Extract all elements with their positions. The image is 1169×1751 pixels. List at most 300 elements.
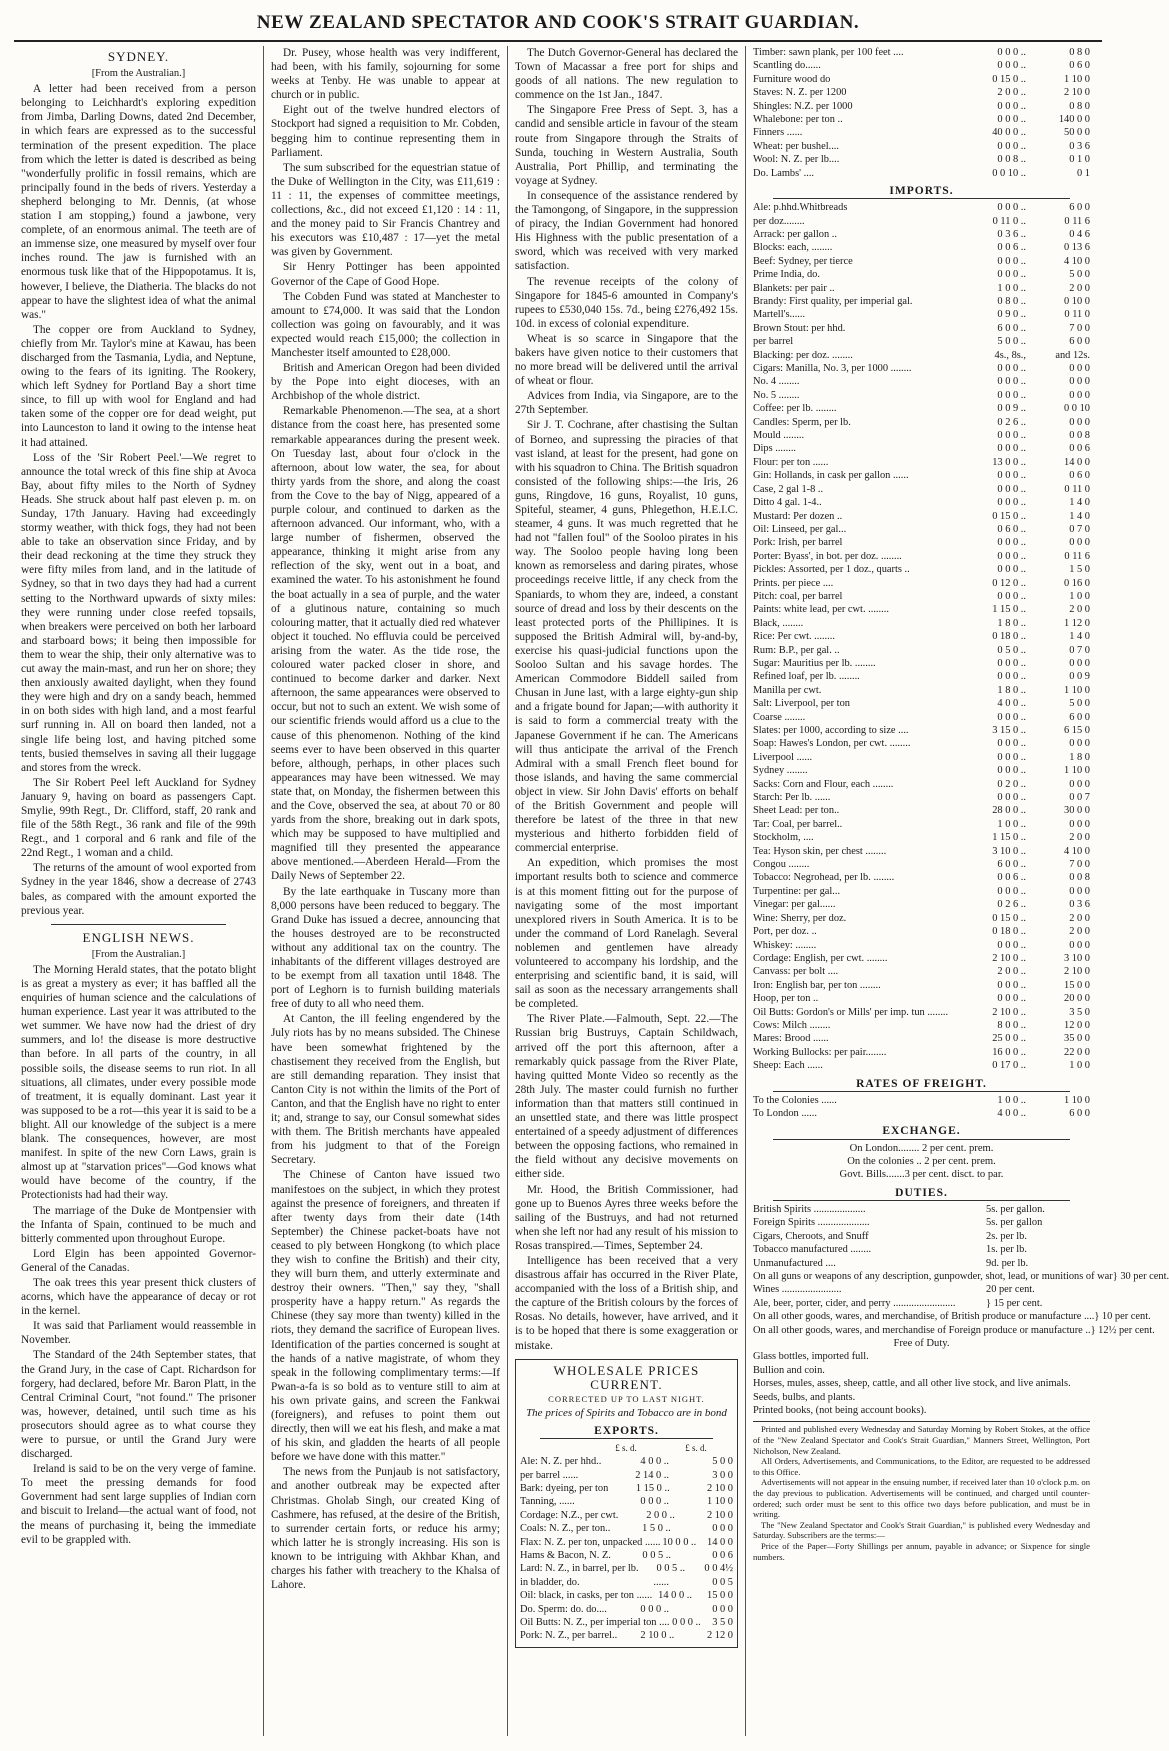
price-high: 0 1 [1077,167,1090,179]
price-low: 0 8 0 .. [997,296,1026,307]
price-item-label: Port, per doz. .. [753,926,817,938]
price-row [753,59,1090,72]
price-row [753,711,1090,724]
price-item-label: Lard: N. Z., in barrel, per lb. [520,1563,639,1575]
price-item-label: Ale: p.hhd.Whitbreads [753,202,848,214]
price-low: 10 0 0 .. [662,1536,697,1548]
price-low: 0 0 0 .. [997,751,1026,763]
column-4 [746,46,1169,1736]
price-high: 5 0 0 [712,1456,733,1468]
price-high: 1 10 0 [1064,1094,1090,1106]
price-item-label: Cordage: English, per cwt. ........ [753,952,888,964]
price-item-label: in bladder, do. [520,1576,580,1588]
column-2 [264,46,508,1736]
price-item-label: per doz........ [753,215,805,227]
paragraph: Eight out of the twelve hundred electors of Stockport had signed a requisition to Mr. Cobden, begging him to continue representing them in Parliament. [271,104,500,159]
price-item-label: Flour: per ton ...... [753,456,829,468]
price-low: 0 9 0 .. [997,309,1026,321]
price-low: 0 15 0 .. [992,73,1026,85]
price-row [753,228,1090,241]
paragraph: Advices from India, via Singapore, are to the 27th September. [515,390,738,417]
price-item-label: Paints: white lead, per cwt. ........ [753,604,889,616]
duty-rate: 9d. per lb. [986,1257,1029,1269]
price-item-label: Blacking: per doz. ........ [753,349,853,361]
price-high: 6 15 0 [1064,725,1090,736]
price-high: 0 0 0 [1069,778,1090,790]
price-item-label: Brandy: First quality, per imperial gal. [753,296,913,307]
price-low: 0 0 0 .. [997,47,1026,58]
price-low: 0 0 0 .. [997,430,1026,442]
price-item-label: Tobacco: Negrohead, per lb. ........ [753,872,895,884]
price-high: 0 6 0 [1069,470,1090,482]
price-low: 1 15 0 .. [992,604,1026,616]
price-column-headers [520,1441,733,1455]
price-item-label: Wheat: per bushel.... [753,140,839,152]
price-row [520,1616,733,1629]
price-row [753,1006,1090,1019]
price-low: 0 0 0 .. [997,939,1026,951]
price-high: 12 0 0 [1064,1019,1090,1031]
price-high: 0 0 8 [1069,430,1090,442]
exports-heading: EXPORTS. [540,1424,713,1439]
price-low: 8 0 0 .. [997,1019,1026,1031]
price-high: 6 0 0 [1069,336,1090,348]
price-row [753,831,1090,844]
paragraph: The news from the Punjaub is not satisfactory, and another outbreak may be expected after Christmas. Gholab Singh, our created King of Cashmere, has refused, at the desire of the British, to surrender certain forts, or reduce his army; which latter he is strongly increasing. His son is known to be intriguing with Akhbar Khan, and charges his father with treachery to the Khalsa of Lahore. [271,1466,500,1592]
price-row [753,577,1090,590]
price-item-label: Tea: Hyson skin, per chest ........ [753,845,887,857]
paragraph: Sir J. T. Cochrane, after chastising the Sultan of Borneo, and supressing the piracies of that vast island, at least for the present, had gone on with his squadron to China. The British squadron consisted of the following ships:—the Iris, 26 guns, Ringdove, 16 guns, Royalist, 10 guns, Spiteful, steamer, 4 guns, Phlegethon, H.E.I.C. steamer, 4 guns. It was much regretted that he had not "fallen foul" of the Sooloo pirates in his way. The Sooloo people having long been known as remorseless and daring pirates, whose proceedings receive little, if any check from the Spaniards, to whom they are, indeed, a constant source of dread and loss by their descents on the least protected ports of the Phillipines. It is supposed the British Admiral will, by-and-by, exercise his quasi-judicial functions upon the Sooloo Sultan and his savage hordes. The American Commodore Biddell sailed from Chusan in June last, with a large eighty-gun ship and a frigate bound for Japan;—with authority it is said to form a commercial treaty with the Japanese Government if he can. The Americans will thus anticipate the arrival of the French Admiral with a small French fleet bound for those islands, and having the same commercial object in view. Sir John Davis' efforts on behalf of the British Government and people will therefore be latest of the three in that new mysterious and hitherto forbidden field of commercial enterprise. [515,419,738,855]
price-row [520,1469,733,1482]
price-high: 140 0 0 [1058,114,1090,126]
paragraph: Intelligence has been received that a very disastrous affair has occurred in the River Plate, accompanied with the loss of a British ship, and the capture of the British colours by the forces of Rosas. No details, however, have arrived, and it is to be hoped that there is some exaggeration or mistake. [515,1254,738,1352]
price-item-label: Sheep: Each ...... [753,1060,823,1072]
price-low: 3 15 0 .. [992,725,1026,736]
duty-rate: } 15 per cent. [986,1297,1043,1309]
exchange-line: On the colonies .. 2 per cent. prem. [847,1155,996,1167]
imports-heading: IMPORTS. [773,184,1070,199]
price-item-label: Cows: Milch ........ [753,1019,831,1031]
price-header-high: £ s. d. [685,1443,707,1454]
duty-item: Cigars, Cheroots, and Snuff [753,1230,869,1242]
price-item-label: No. 4 ........ [753,376,800,388]
price-high: 0 1 0 [1069,154,1090,166]
price-high: 2 0 0 [1069,604,1090,616]
price-item-label: Do. Lambs' .... [753,167,815,179]
price-high: 1 4 0 [1069,631,1090,643]
price-low: 2 0 0 .. [997,87,1026,99]
duty-rate: 20 per cent. [986,1284,1035,1296]
price-item-label: Coffee: per lb. ........ [753,403,837,415]
price-item-label: Brown Stout: per hhd. [753,322,846,334]
paragraph: The copper ore from Auckland to Sydney, chiefly from Mr. Taylor's mine at Kawau, has been discharged from the Tasmania, Lydia, and Neptune, owing to the fears of its igniting. The Rookery, which left Sydney for Portland Bay a short time since, to fill up with wool for England and had taken some of the copper ore for dead weight, put into Launceston to land it owing to the intense heat it had attained. [21,323,256,449]
duty-rate: 2s. per lb. [986,1230,1027,1242]
price-item-label: Mustard: Per dozen .. [753,510,843,522]
columns [14,46,1169,1736]
price-row [753,965,1090,978]
price-row [753,46,1090,59]
price-item-label: Ditto 4 gal. 1-4.. [753,497,822,509]
price-item-label: Soap: Hawes's London, per cwt. ........ [753,738,911,750]
price-low: 2 10 0 .. [640,1630,675,1642]
price-row [753,510,1090,523]
price-item-label: Staves: N. Z. per 1200 [753,87,847,99]
price-item-label: Bark: dyeing, per ton [520,1483,609,1494]
imports-table [753,201,1090,1072]
price-row [753,979,1090,992]
price-item-label: Mould ........ [753,430,805,442]
price-low: 0 2 6 .. [997,899,1026,911]
price-high: 30 0 0 [1064,805,1090,817]
duty-item: On all other goods, wares, and merchandise, of British produce or manufacture .... [753,1311,1095,1323]
price-row [753,939,1090,952]
price-high: 7 0 0 [1069,322,1090,334]
price-low: 0 0 0 .. [640,1603,669,1615]
price-high: 0 0 0 [712,1523,733,1535]
masthead: NEW ZEALAND SPECTATOR AND COOK'S STRAIT GUARDIAN. [14,8,1102,42]
price-row [520,1603,733,1616]
price-row [753,751,1090,764]
price-low: 28 0 0 .. [992,805,1026,817]
price-item-label: Pork: N. Z., per barrel.. [520,1630,618,1642]
exports-table [520,1455,733,1643]
section-title-english-news: ENGLISH NEWS. [82,929,195,945]
paragraph: A letter had been received from a person belonging to Leichhardt's exploring expedition from Jimba, Darling Downs, dated 2nd December, in which fears are expressed as to the successful termination of the present expedition. The place from which the letter is dated is described as being "wonderfully prolific in fossil remains, which are principally found in the beds of rivers. Yesterday a shepherd belonging to Mr. Dennis, (at whose station I am stopping,) found a jawbone, very complete, of an enormous animal. The teeth are of an immense size, one measured by myself over four inches round. The jaw is furnished with an enormous tusk like that of the Hippopotamus. It is, however, I believe, the Diatheria. The blacks do not appear to have the slightest idea of what the animal was." [21,83,256,321]
price-item-label: Whiskey: ........ [753,939,817,951]
price-high: 0 13 6 [1064,242,1090,254]
imprint-paragraph: Advertisements will not appear in the ensuing number, if received later than 10 o'clock p.m. on the day previous to publication. Advertisements will be continued, and charged until counter-ordered; such order must be sent to this office two days before publication, and must be in writing. [753,1477,1090,1520]
price-item-label: Tar: Coal, per barrel.. [753,818,843,830]
paragraph: Ireland is said to be on the very verge of famine. To meet the pressing demands for food Government had sent large supplies of Indian corn and biscuit to Ireland—the actual want of food, not the means of purchasing it, being the immediate evil to be grappled with. [21,1463,256,1546]
price-low: 0 0 0 .. [997,269,1026,281]
price-item-label: per barrel [753,336,794,348]
price-low: 0 0 0 .. [997,363,1026,375]
price-low: 0 0 0 .. [997,564,1026,576]
price-row [753,416,1090,429]
price-low: 0 0 0 .. [997,550,1026,562]
price-row [753,456,1090,469]
price-high: 2 0 0 [1069,926,1090,938]
price-row [753,153,1090,166]
free-item: Bullion and coin. [753,1364,825,1376]
imprint-paragraph: The "New Zealand Spectator and Cook's Strait Guardian," is published every Wednesday and Saturday. Subscribers are the terms:— [753,1519,1090,1541]
duty-rate: 5s. per gallon. [986,1203,1045,1215]
price-item-label: Salt: Liverpool, per ton [753,698,850,710]
duty-item: Ale, beer, porter, cider, and perry ........................ [753,1297,956,1309]
price-item-label: Case, 2 gal 1-8 .. [753,483,824,495]
paragraph: Mr. Hood, the British Commissioner, had gone up to Buenos Ayres three weeks before the sailing of the Bustruys, and had not returned when she left nor had any result of his mission to Rosas transpired.—Times, September 24. [515,1183,738,1252]
price-high: 50 0 0 [1064,127,1090,139]
price-low: 0 12 0 .. [992,577,1026,589]
price-low: 0 0 10 .. [992,167,1026,179]
price-low: 1 15 0 .. [635,1483,670,1494]
price-item-label: Sugar: Mauritius per lb. ........ [753,657,876,669]
duty-rate: 5s. per gallon [986,1217,1043,1229]
price-low: 2 0 0 .. [997,966,1026,978]
price-item-label: Congou ........ [753,859,810,871]
price-row [753,1107,1090,1120]
price-row [753,778,1090,791]
price-item-label: Rum: B.P., per gal. .. [753,644,840,656]
price-row [753,804,1090,817]
price-low: 0 0 0 .. [997,993,1026,1005]
imprint-paragraph: Price of the Paper—Forty Shillings per annum, payable in advance; or Sixpence for single numbers. [753,1540,1090,1562]
free-item: Glass bottles, imported full. [753,1351,869,1363]
price-high: 5 0 0 [1069,269,1090,281]
duties-heading: DUTIES. [773,1186,1070,1201]
price-high: 0 0 6 [1069,443,1090,455]
price-row [520,1562,733,1575]
price-low: 0 0 5 .. [656,1563,686,1575]
price-item-label: Blocks: each, ........ [753,242,833,254]
price-low: 0 6 0 .. [997,523,1026,535]
price-item-label: Whalebone: per ton .. [753,114,843,126]
price-item-label: Rice: Per cwt. ........ [753,631,835,643]
price-low: 0 18 0 .. [992,631,1026,643]
price-high: 2 0 0 [1069,912,1090,924]
price-low: 0 0 0 .. [997,765,1026,777]
free-item: Horses, mules, asses, sheep, cattle, and all other live stock, and live animals. [753,1378,1071,1390]
price-row [753,140,1090,153]
price-item-label: Tanning, ...... [520,1496,575,1508]
source-line: [From the Australian.] [91,68,186,80]
paragraph: British and American Oregon had been divided by the Pope into eight dioceses, with an Archbishop of the whole district. [271,362,500,403]
wholesale-prices-note: The prices of Spirits and Tobacco are in bond [526,1406,727,1419]
column-1 [14,46,264,1736]
price-row [753,1094,1090,1107]
price-item-label: Beef: Sydney, per tierce [753,255,853,267]
price-low: 0 18 0 .. [992,926,1026,938]
price-item-label: Scantling do...... [753,60,821,72]
duty-item: On all guns or weapons of any description, gunpowder, shot, lead, or munitions of war [753,1270,1113,1282]
price-row [753,536,1090,549]
price-low: 0 0 0 .. [997,100,1026,112]
price-row [753,871,1090,884]
price-item-label: Hoop, per ton .. [753,993,819,1005]
price-item-label: Starch: Per lb. ...... [753,792,831,804]
duty-item: Foreign Spirits .................... [753,1217,870,1229]
price-row [753,657,1090,670]
price-row [753,308,1090,321]
paragraph: The Chinese of Canton have issued two manifestoes on the subject, in which they protest against the presence of foreigners, and threaten if after twenty days from their date (14th September) the Chinese packet-boats have not ceased to ply between Hongkong (to which place they wish to confine the British) and their city, they will burn them, and utterly exterminate and destroy their owners. "Then," say they, "shall prosperity have a happy return." As regards the Chinese (they say more than twenty) killed in the riots, they demand the sacrifice of European lives. Identification of the parties concerned is sought at the hands of a native magistrate, of whom they speak in the following complimentary terms:—If Pwan-a-fa is so bold as to venture still to aim at his own private gains, and screen the Fankwai (foreigners), and refuses to point them out directly, then will we eat his flesh, and make a mat of his skin, and gladden the hearts of all people before we have done with this matter." [271,1169,500,1464]
price-item-label: No. 5 ........ [753,389,800,401]
price-row [753,215,1090,228]
duty-row [753,1297,1090,1310]
exchange-line: Govt. Bills.......3 per cent. disct. to par. [839,1169,1004,1181]
paragraph: At Canton, the ill feeling engendered by the July riots has by no means subsided. The Chinese have been somewhat frightened by the chastisement they received from the English, but are still demanding reparation. They insist that Canton City is not within the limits of the Port of Canton, and that the English have no right to enter it; and, strange to say, our Consul somewhat sides with them. The British merchants have appealed from his judgment to that of the Foreign Secretary. [271,1013,500,1167]
price-low: 0 0 0 .. [997,470,1026,482]
price-low: 1 0 0 .. [997,282,1026,294]
price-item-label: Manilla per cwt. [753,684,822,696]
price-item-label: Oil: black, in casks, per ton ...... [520,1590,653,1602]
sydney-article [21,82,256,918]
price-item-label: Coarse ........ [753,711,806,723]
price-high: 1 5 0 [1069,564,1090,576]
column-3 [508,46,746,1736]
price-row [753,644,1090,657]
price-low: 0 0 8 .. [997,154,1026,166]
price-low: 1 8 0 .. [997,684,1026,696]
price-high: 35 0 0 [1064,1033,1090,1045]
price-item-label: Ale: N. Z. per hhd.. [520,1456,602,1468]
price-item-label: Slates: per 1000, according to size .... [753,725,909,736]
wholesale-prices-title: WHOLESALE PRICES CURRENT. [553,1362,700,1392]
price-low: 0 0 0 .. [640,1496,669,1508]
paragraph: The revenue receipts of the colony of Singapore for 1845-6 amounted in Company's rupees to £530,040 15s. 7d., being £276,492 15s. 10d. in excess of colonial expenditure. [515,275,738,330]
duty-item: Tobacco manufactured ........ [753,1244,872,1256]
price-high: 0 0 0 [712,1603,733,1615]
price-high: 3 10 0 [1064,952,1090,964]
price-item-label: Martell's...... [753,309,806,321]
price-low: 3 10 0 .. [992,845,1026,857]
price-low: 0 0 0 .. [997,657,1026,669]
price-high: 0 11 0 [1064,309,1090,321]
price-high: 0 11 0 [1064,483,1090,495]
wholesale-prices-subtitle: CORRECTED UP TO LAST NIGHT. [548,1393,705,1404]
paragraph: It was said that Parliament would reassemble in November. [21,1320,256,1347]
price-item-label: Pork: Irish, per barrel [753,537,843,549]
price-high: 2 10 0 [1064,966,1090,978]
price-low: 0 0 0 .. [997,738,1026,750]
exchange-heading: EXCHANGE. [773,1124,1070,1139]
price-low: 0 0 0 .. [997,202,1026,214]
price-row [753,1059,1090,1072]
price-item-label: Prime India, do. [753,269,820,281]
price-high: 0 3 6 [1069,140,1090,152]
price-item-label: Cigars: Manilla, No. 3, per 1000 ........ [753,363,912,375]
price-low: 0 15 0 .. [992,510,1026,522]
paragraph: Lord Elgin has been appointed Governor-General of the Canadas. [21,1247,256,1274]
price-row [753,925,1090,938]
price-item-label: Turpentine: per gal... [753,885,841,897]
price-row [753,100,1090,113]
price-row [753,737,1090,750]
paragraph: In consequence of the assistance rendered by the Tamongong, of Singapore, in the suppression of piracy, the Indian Government had honored His Highness with the public presentation of a sword, which was received with very marked satisfaction. [515,189,738,273]
paragraph: The Dutch Governor-General has declared the Town of Macassar a free port for ships and goods of all nations. The new regulation to commence on the 1st Jan., 1847. [515,47,738,102]
price-item-label: Sacks: Corn and Flour, each ........ [753,778,894,790]
price-item-label: Dips ........ [753,443,797,455]
price-item-label: Wool: N. Z. per lb.... [753,154,840,166]
price-high: 0 0 0 [1069,818,1090,830]
price-row [753,241,1090,254]
price-row [520,1629,733,1642]
price-low: 0 17 0 .. [992,1060,1026,1072]
price-low: 0 0 0 .. [997,537,1026,549]
duty-item: Wines ....................... [753,1284,842,1296]
price-high: 1 10 0 [1064,73,1090,85]
paragraph: The Cobden Fund was stated at Manchester to amount to £74,000. It was said that the London collection was going on favourably, and it was expected would reach £15,000; the collection in Manchester itself amounted to £28,000. [271,290,500,359]
price-low: 0 0 0 .. [997,497,1026,509]
price-item-label: To the Colonies ...... [753,1094,837,1106]
price-low: 4s., 8s., [994,349,1026,361]
price-row [753,201,1090,214]
divider [51,924,226,925]
price-low: 0 5 0 .. [997,644,1026,656]
price-high: 0 16 0 [1064,577,1090,589]
price-row [753,1019,1090,1032]
price-low: 1 15 0 .. [992,832,1026,844]
paragraph: Loss of the 'Sir Robert Peel.'—We regret to announce the total wreck of this fine ship at Avoca Bay, about fifty miles to the North of Sydney Heads. She struck about half past eleven p. m. on Sunday, 17th January. Having had exceedingly stormy weather, with thick fogs, they had not been able to take an observation since Friday, and by their dead reckoning at the time they struck they were fifty miles from land, and in the latitude of Sydney, so that in two days they had had a current setting to the Northward upwards of sixty miles: they were running under close reefed topsails, when breakers were perceived on both her larboard and starboard bows; it being then impossible for them to wear the ship, their only alternative was to cut away the main-mast, and run her on shore; they then anxiously awaited daylight, when they found they were high and dry on a sandy beach, hemmed in on both sides with high land, and a most fearful surf running in. All on board then landed, not a single life being lost, and having pitched some tents, busied themselves in saving all their luggage and stores from the wreck. [21,451,256,774]
price-high: 6 0 0 [1069,202,1090,214]
duty-rate: } 10 per cent. [1094,1311,1151,1323]
price-high: 0 0 0 [1069,885,1090,897]
imprint-paragraph: All Orders, Advertisements, and Communications, to the Editor, are requested to be addressed to this Office. [753,1456,1090,1477]
price-row [753,523,1090,536]
paragraph: The Morning Herald states, that the potato blight is as great a mystery as ever; it has baffled all the enquiries of human science and the calculations of human experience. Last year it was attributed to the wet summer. We have now had the driest of dry summers, and lo! the disease is more destructive than before. In all parts of the country, in all possible soils, the disease seems to run riot. In all situations, all climates, under every possible mode of treatment, it is equally dominant. Last year it was supposed to be a rot—this year it is said to be a blight. All our knowledge of the subject is a mere blank. The consequences, however, are most manifest. In spite of the new Corn Laws, grain is almost up at "starvation prices"—God knows what would have become of the country, if the Protectionists had had their way. [21,963,256,1202]
price-low: 4 0 0 .. [997,698,1026,710]
price-low: 0 0 0 .. [997,792,1026,804]
price-low: 2 10 0 .. [992,952,1026,964]
price-row [753,952,1090,965]
price-high: 0 0 10 [1064,403,1090,415]
price-row [753,603,1090,616]
price-row [753,402,1090,415]
paragraph: The Singapore Free Press of Sept. 3, has a candid and sensible article in favour of the steam route from Singapore through the Straits of Sunda, touching in Western Australia, South Australia, Port Phillip, and terminating the voyage at Sydney. [515,104,738,187]
price-high: 1 0 0 [1069,590,1090,602]
price-high: 5 0 0 [1069,698,1090,710]
price-item-label: Do. Sperm: do. do.... [520,1603,607,1615]
price-row [520,1589,733,1602]
duty-item: Unmanufactured .... [753,1257,836,1269]
price-item-label: Pickles: Assorted, per 1 doz., quarts .. [753,564,910,576]
price-low: 40 0 0 .. [992,127,1026,139]
price-low: 0 0 0 .. [997,114,1026,126]
price-item-label: Flax: N. Z. per ton, unpacked ...... [520,1536,661,1548]
price-low: 0 0 0 .. [672,1617,701,1629]
price-high: 0 7 0 [1069,644,1090,656]
price-high: 2 0 0 [1069,282,1090,294]
price-item-label: Wine: Sherry, per doz. [753,912,847,924]
price-row [753,349,1090,362]
price-high: 3 0 0 [712,1469,733,1481]
duties-table [753,1203,1169,1337]
price-item-label: To London ...... [753,1108,817,1120]
price-item-label: Blankets: per pair .. [753,282,835,294]
price-row [753,255,1090,268]
price-high: 1 10 0 [1064,684,1090,696]
price-item-label: Arrack: per gallon .. [753,228,837,240]
price-item-label: Canvass: per bolt .... [753,966,839,978]
price-high: 0 6 0 [1069,60,1090,72]
paragraph: Wheat is so scarce in Singapore that the bakers have given notice to their customers that no more bread will be delivered until the arrival of wheat or flour. [515,332,738,388]
duty-row [753,1243,1090,1256]
price-item-label: Finners ...... [753,127,803,139]
price-header-low: £ s. d. [615,1443,637,1454]
paragraph: Remarkable Phenomenon.—The sea, at a short distance from the coast here, has presented some remarkable appearances during the present week. On Tuesday last, about four o'clock in the afternoon, about low water, the sea, for about thirty yards from the shore, and along the coast from the Cove to the bay of Nigg, appeared of a purple colour, and continued to darken as the afternoon advanced. Our informant, who, with a large number of fishermen, observed the appearance, thinking it might arise from any reflection of the sky, went out in a boat, and examined the water. To his astonishment he found the boat actually in a sea of purple, and the water of a glutinous nature, containing so much colouring matter, that it actually died red whatever object it touched. No effluvia could be perceived arising from the water. As the tide rose, the coloured water packed closer in shore, and continued to become darker and darker. Next afternoon, the same appearances were observed to occur, but not to such an extent. We wish some of our scientific friends would afford us a clue to the cause of this phenomenon. Nothing of the kind seems ever to have been observed in this quarter before, although, perhaps, in other places such appearances may have been witnessed. We may state that, on Monday, the fishermen between this and the Cove, observed the sea, at about 70 or 80 yards from the shore, breaking out in dark spots, which may be supposed to have multiplied and magnified till they presented the appearance above mentioned.—Aberdeen Herald—From the Daily News of September 22. [271,405,500,883]
english-news-article [21,963,256,1547]
price-item-label: Furniture wood do [753,73,831,85]
price-item-label: Candles: Sperm, per lb. [753,416,851,428]
price-high: 22 0 0 [1064,1046,1090,1058]
price-high: 1 12 0 [1064,617,1090,629]
price-row [753,764,1090,777]
price-high: 1 10 0 [707,1496,733,1508]
freight-table [753,1094,1090,1121]
price-low: 0 0 0 .. [997,979,1026,991]
price-item-label: Pitch: coal, per barrel [753,590,843,602]
price-row [753,496,1090,509]
price-item-label: Shingles: N.Z. per 1000 [753,100,853,112]
imprint-footer [753,1421,1090,1562]
price-item-label: Oil: Linseed, per gal... [753,523,847,535]
price-item-label: Sheet Lead: per ton.. [753,805,840,817]
price-row [753,791,1090,804]
price-item-label: Vinegar: per gal...... [753,899,836,911]
price-item-label: Oil Butts: Gordon's or Mills' per imp. tun ........ [753,1006,949,1018]
price-high: 6 0 0 [1069,711,1090,723]
paragraph: The returns of the amount of wool exported from Sydney in the year 1846, show a decrease of 2743 bales, as compared with the amount exported the previous year. [21,862,256,917]
section-title-sydney: SYDNEY. [107,49,170,64]
